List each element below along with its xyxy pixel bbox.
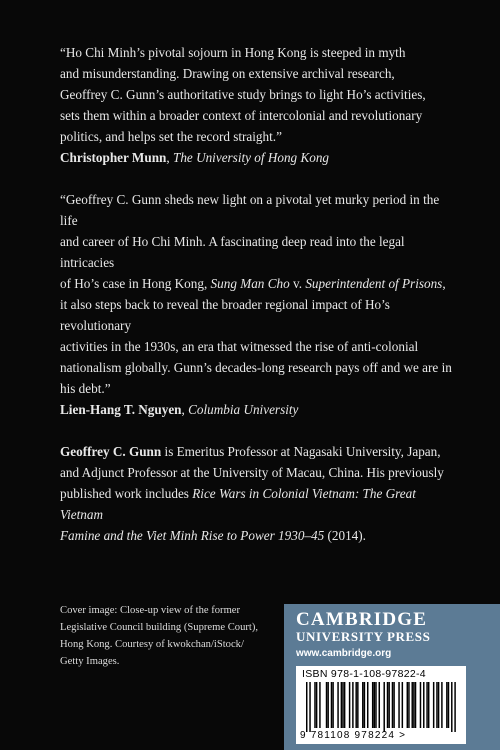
- barcode-bar: [441, 682, 442, 728]
- bio-text: is Emeritus Professor at Nagasaki University, Japan,: [161, 444, 441, 459]
- quote-2-attribution: Lien-Hang T. Nguyen, Columbia University: [60, 402, 299, 417]
- barcode-bar: [327, 682, 328, 728]
- barcode-bar: [393, 682, 394, 728]
- barcode-bar: [309, 682, 310, 732]
- quote-2-line: [60, 273, 460, 294]
- credit-line: Getty Images.: [60, 656, 120, 667]
- publisher-name-line-2: UNIVERSITY PRESS: [296, 629, 431, 644]
- barcode-bar: [342, 682, 343, 728]
- bio-book-title: Rice Wars in Colonial Vietnam: The Great Vietnam: [60, 486, 416, 522]
- barcode-bar: [337, 682, 338, 728]
- barcode-bar: [408, 682, 409, 728]
- credit-line: Legislative Council building (Supreme Court),: [60, 622, 259, 633]
- case-name-part-a: Sung Man Cho: [210, 276, 290, 291]
- barcode-bar: [411, 682, 412, 728]
- barcode-bar: [454, 682, 455, 732]
- quote-2-author: Lien-Hang T. Nguyen: [60, 402, 182, 417]
- barcode-bar: [314, 682, 315, 728]
- barcode-bar: [398, 682, 399, 728]
- quote-2-line: nationalism globally. Gunn’s decades-long research pays off and we are in: [60, 360, 452, 375]
- publisher-name-line-1: CAMBRIDGE: [296, 609, 428, 630]
- bio-text: (2014).: [324, 528, 366, 543]
- endorsement-quote-1: [60, 42, 460, 168]
- barcode-bar: [451, 682, 452, 732]
- quote-2-affiliation: Columbia University: [188, 402, 299, 417]
- bio-author-name: Geoffrey C. Gunn: [60, 444, 162, 459]
- barcode-bar: [374, 682, 375, 728]
- barcode-bar: [402, 682, 403, 728]
- bio-text: published work includes: [60, 486, 193, 501]
- barcode-bar: [355, 682, 356, 728]
- barcode-bar: [319, 682, 320, 728]
- barcode-bar: [375, 682, 376, 728]
- quote-2-line: and career of Ho Chi Minh. A fascinating deep read into the legal intricacies: [60, 234, 405, 270]
- bio-line: [60, 525, 460, 546]
- barcode-bar: [341, 682, 342, 728]
- barcode-digits: 9 781108 978224 >: [300, 730, 407, 741]
- quote-2-text: of Ho’s case in Hong Kong,: [60, 276, 211, 291]
- credit-line: Cover image: Close-up view of the former: [60, 605, 241, 616]
- bio-book-title: Famine and the Viet Minh Rise to Power 1930–45: [60, 528, 325, 543]
- barcode-bar: [331, 682, 332, 728]
- barcode-bar: [423, 682, 424, 728]
- barcode-bar: [407, 682, 408, 728]
- barcode-bar: [344, 682, 345, 728]
- barcode-bar: [426, 682, 427, 728]
- barcode-bar: [420, 682, 421, 728]
- quote-2-line: it also steps back to reveal the broader regional impact of Ho’s revolutionary: [60, 297, 390, 333]
- quote-1-line: Geoffrey C. Gunn’s authoritative study brings to light Ho’s activities,: [60, 87, 426, 102]
- barcode-bar: [383, 682, 384, 732]
- bio-line: [60, 441, 460, 462]
- barcode-icon: [306, 682, 456, 732]
- publisher-panel: [284, 604, 500, 750]
- cover-image-credit: [60, 602, 270, 670]
- barcode-bar: [413, 682, 414, 728]
- publisher-url: www.cambridge.org: [296, 648, 392, 659]
- barcode-bar: [352, 682, 353, 728]
- barcode-bar: [316, 682, 317, 728]
- quote-1-affiliation: The University of Hong Kong: [172, 150, 330, 165]
- barcode-bar: [357, 682, 358, 728]
- barcode-bar: [446, 682, 447, 728]
- barcode-panel: [296, 666, 466, 744]
- isbn-label: ISBN 978-1-108-97822-4: [302, 668, 426, 680]
- quote-2-text: v.: [289, 276, 306, 291]
- author-bio: [60, 441, 460, 546]
- quote-1-author: Christopher Munn: [60, 150, 167, 165]
- barcode-bar: [372, 682, 373, 728]
- quote-2-line: activities in the 1930s, an era that witnessed the rise of anti-colonial: [60, 339, 419, 354]
- barcode-bar: [332, 682, 333, 728]
- barcode-bar: [388, 682, 389, 728]
- barcode-bar: [364, 682, 365, 728]
- barcode-bar: [306, 682, 307, 732]
- barcode-bar: [438, 682, 439, 728]
- barcode-bar: [362, 682, 363, 728]
- quote-1-line: sets them within a broader context of intercolonial and revolutionary: [60, 108, 423, 123]
- quote-2-line: his debt.”: [60, 381, 111, 396]
- quote-1-line: and misunderstanding. Drawing on extensive archival research,: [60, 66, 395, 81]
- bio-line: and Adjunct Professor at the University of Macau, China. His previously: [60, 465, 444, 480]
- quote-2-text: ,: [442, 276, 446, 291]
- barcode-bar: [436, 682, 437, 728]
- credit-line: Hong Kong. Courtesy of kwokchan/iStock/: [60, 639, 244, 650]
- endorsement-quote-2: [60, 189, 460, 420]
- back-cover-text: [60, 42, 460, 546]
- barcode-bar: [379, 682, 380, 728]
- quote-2-line: “Geoffrey C. Gunn sheds new light on a pivotal yet murky period in the life: [60, 192, 440, 228]
- case-name-part-b: Superintendent of Prisons: [305, 276, 443, 291]
- quote-1-attribution: Christopher Munn, The University of Hong Kong: [60, 150, 330, 165]
- quote-1-line: “Ho Chi Minh’s pivotal sojourn in Hong Kong is steeped in myth: [60, 45, 406, 60]
- barcode-bar: [448, 682, 449, 728]
- barcode-bar: [387, 682, 388, 728]
- barcode-bar: [433, 682, 434, 728]
- barcode-bar: [367, 682, 368, 728]
- barcode-bar: [415, 682, 416, 728]
- barcode-bar: [326, 682, 327, 728]
- quote-1-line: politics, and helps set the record straight.”: [60, 129, 282, 144]
- barcode-bar: [349, 682, 350, 728]
- bio-line: [60, 483, 460, 525]
- barcode-bar: [428, 682, 429, 728]
- publisher-logo: [296, 609, 486, 644]
- barcode-bar: [392, 682, 393, 728]
